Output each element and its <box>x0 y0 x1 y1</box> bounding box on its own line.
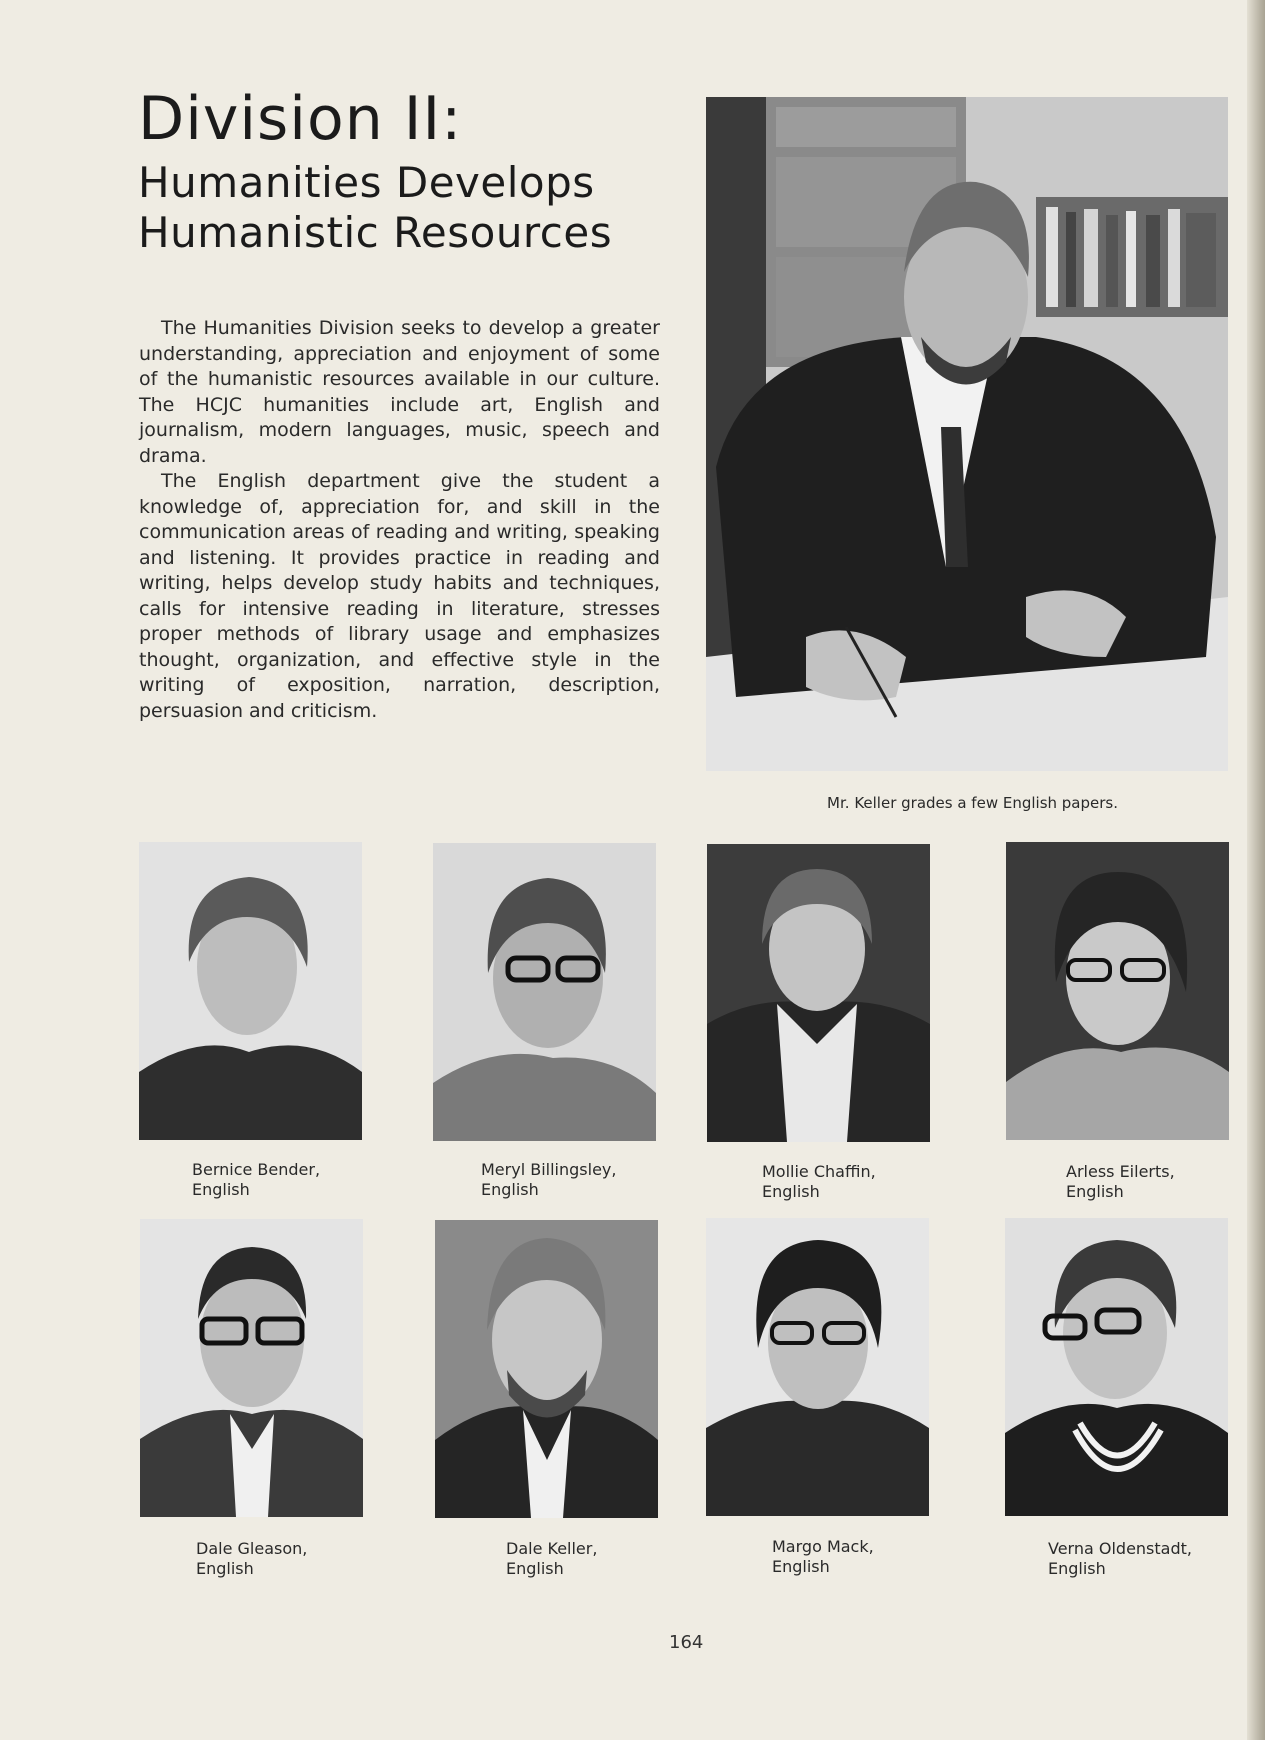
portrait-photo <box>433 843 656 1141</box>
title-line-1: Division II: <box>138 84 463 154</box>
faculty-name: Verna Oldenstadt, <box>1048 1539 1192 1558</box>
faculty-name: Meryl Billingsley, <box>481 1160 617 1179</box>
faculty-dept: English <box>1066 1182 1124 1201</box>
faculty-dept: English <box>196 1559 254 1578</box>
faculty-name: Margo Mack, <box>772 1537 874 1556</box>
division-title <box>138 84 613 258</box>
faculty-dept: English <box>506 1559 564 1578</box>
faculty-caption <box>762 1162 876 1202</box>
portrait-photo <box>707 844 930 1142</box>
faculty-caption <box>192 1160 320 1200</box>
faculty-name: Mollie Chaffin, <box>762 1162 876 1181</box>
faculty-dept: English <box>481 1180 539 1199</box>
faculty-name: Bernice Bender, <box>192 1160 321 1179</box>
faculty-caption <box>506 1539 597 1579</box>
main-photo-caption: Mr. Keller grades a few English papers. <box>827 794 1118 812</box>
faculty-caption <box>772 1537 874 1577</box>
portrait-photo <box>435 1220 658 1518</box>
portrait-photo <box>706 1218 929 1516</box>
faculty-name: Dale Gleason, <box>196 1539 308 1558</box>
portrait-photo <box>1005 1218 1228 1516</box>
faculty-dept: English <box>192 1180 250 1199</box>
faculty-name: Arless Eilerts, <box>1066 1162 1175 1181</box>
page-number: 164 <box>669 1632 704 1653</box>
faculty-caption <box>1066 1162 1175 1202</box>
faculty-dept: English <box>762 1182 820 1201</box>
faculty-caption <box>481 1160 616 1200</box>
page-binding-edge <box>1247 0 1265 1740</box>
faculty-dept: English <box>772 1557 830 1576</box>
intro-paragraph: The Humanities Division seeks to develop a greater understanding, appreciation and enjoyment of some of the humanistic resources available in our culture. The HCJC humanities include art, English and journalism, modern languages, music, speech and drama. <box>139 317 660 467</box>
intro-paragraph: The English department give the student a knowledge of, appreciation for, and skill in the communication areas of reading and writing, speaking and listening. It provides practice in reading and writing, helps develop study habits and techniques, calls for intensive reading in literature, stresses proper methods of library usage and emphasizes thought, organization, and effective style in the writing of exposition, narration, description, persuasion and criticism. <box>139 470 660 722</box>
faculty-name: Dale Keller, <box>506 1539 598 1558</box>
main-photo <box>706 97 1228 771</box>
portrait-photo <box>140 1219 363 1517</box>
portrait-photo <box>1006 842 1229 1140</box>
faculty-caption <box>196 1539 307 1579</box>
title-line-2: Humanities Develops <box>138 158 595 207</box>
portrait-photo <box>139 842 362 1140</box>
faculty-dept: English <box>1048 1559 1106 1578</box>
intro-text <box>139 316 660 724</box>
faculty-caption <box>1048 1539 1192 1579</box>
title-line-3: Humanistic Resources <box>138 208 613 258</box>
